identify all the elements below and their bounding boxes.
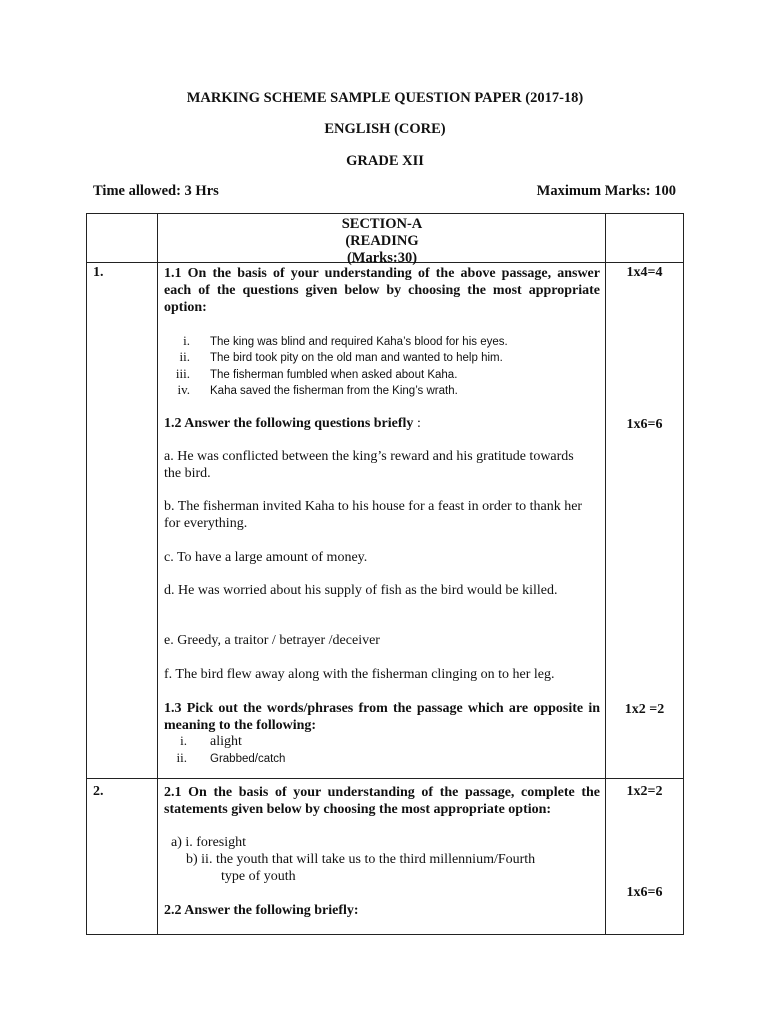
answer-b-line1: b) ii. the youth that will take us to the third millennium/Fourth	[186, 852, 536, 867]
option-number: iii.	[175, 366, 190, 381]
question-1-2-prompt-suffix: :	[413, 416, 421, 431]
option-number: i.	[180, 733, 187, 748]
option-number: ii.	[176, 750, 187, 765]
table-top-border	[86, 213, 684, 214]
time-allowed: Time allowed: 3 Hrs	[93, 183, 219, 199]
subject-title: ENGLISH (CORE)	[324, 121, 446, 137]
answer-item: f. The bird flew away along with the fisherman clinging on to her leg.	[164, 667, 555, 682]
option-text: The king was blind and required Kaha’s blood for his eyes.	[210, 336, 508, 348]
answer-a: a) i. foresight	[171, 835, 247, 850]
question-number-2: 2.	[93, 784, 104, 799]
option-text: Kaha saved the fisherman from the King’s wrath.	[210, 385, 458, 397]
question-2-2-prompt: 2.2 Answer the following briefly:	[164, 903, 359, 918]
answer-b-line2: type of youth	[221, 869, 296, 884]
option-number: ii.	[179, 349, 190, 364]
option-text: The fisherman fumbled when asked about Kaha.	[210, 369, 458, 381]
question-number-1: 1.	[93, 265, 104, 280]
option-number: iv.	[177, 382, 190, 397]
question-1-3-prompt: 1.3 Pick out the words/phrases from the passage which are opposite in meaning to the following:	[164, 701, 600, 733]
section-type: (READING	[345, 233, 419, 249]
answer-item: a. He was conflicted between the king’s reward and his gratitude towards the bird.	[164, 449, 574, 481]
option-text: alight	[210, 734, 242, 749]
grade-title: GRADE XII	[346, 153, 424, 169]
question-1-3-marks: 1x2 =2	[624, 702, 665, 717]
answer-item: b. The fisherman invited Kaha to his house for a feast in order to thank her for everything.	[164, 499, 583, 531]
table-bottom-border	[86, 934, 684, 935]
answer-item: d. He was worried about his supply of fish as the bird would be killed.	[164, 583, 558, 598]
answer-item: e. Greedy, a traitor / betrayer /deceiver	[164, 633, 380, 648]
question-1-1-prompt: 1.1 On the basis of your understanding of the above passage, answer each of the questions given below by choosing the most appropriate option:	[164, 266, 600, 315]
column-divider-2	[605, 213, 606, 935]
table-right-border	[683, 213, 684, 935]
table-left-border	[86, 213, 87, 935]
question-2-2-marks: 1x6=6	[626, 885, 663, 900]
question-1-2-prompt: 1.2 Answer the following questions briefly	[164, 416, 414, 431]
section-name: SECTION-A	[341, 216, 423, 232]
section-heading	[159, 216, 605, 267]
question-1-2-prompt-line	[164, 415, 421, 432]
option-number: i.	[183, 333, 190, 348]
section-marks: (Marks:30)	[346, 250, 418, 266]
question-2-1-prompt: 2.1 On the basis of your understanding of the passage, complete the statements given below by choosing the most appropriate option:	[164, 785, 600, 817]
column-divider-1	[157, 213, 158, 935]
question-2-1-marks: 1x2=2	[626, 784, 663, 799]
answer-item: c. To have a large amount of money.	[164, 550, 368, 565]
option-text: Grabbed/catch	[210, 753, 286, 765]
maximum-marks: Maximum Marks: 100	[536, 183, 676, 199]
question-1-1-marks: 1x4=4	[626, 265, 663, 280]
row-divider-2	[86, 778, 684, 779]
option-text: The bird took pity on the old man and wanted to help him.	[210, 352, 503, 364]
question-1-2-marks: 1x6=6	[626, 417, 663, 432]
document-title: MARKING SCHEME SAMPLE QUESTION PAPER (2017-18)	[186, 90, 584, 106]
